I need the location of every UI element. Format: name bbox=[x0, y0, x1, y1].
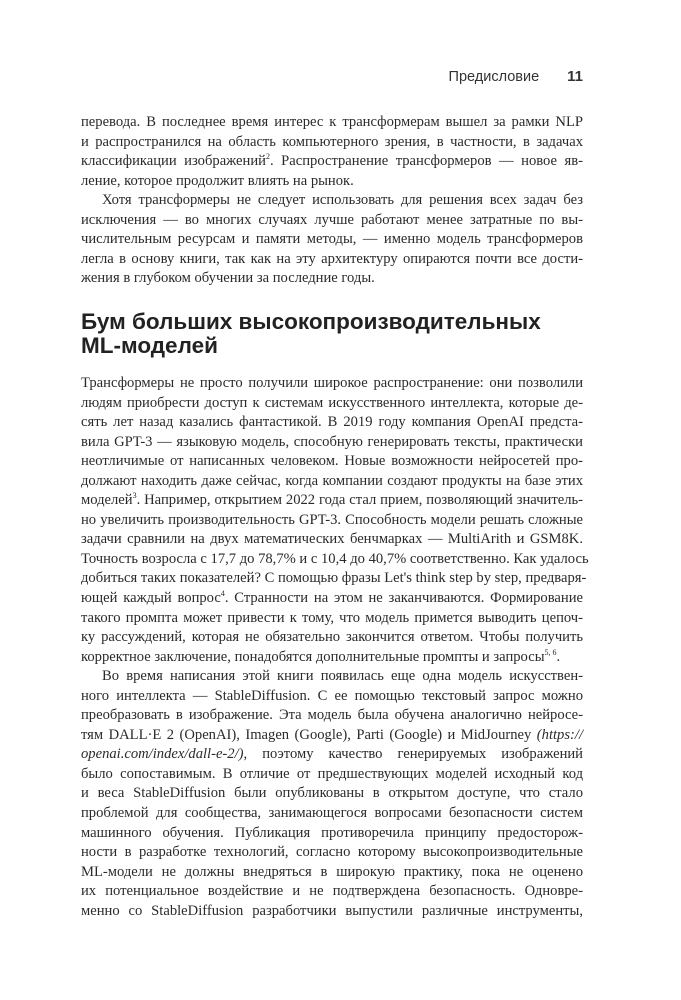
text-line bbox=[81, 784, 583, 804]
text-span: преобразовать в изображение. Эта модель была обучена аналогично нейросе- bbox=[81, 707, 583, 724]
text-line bbox=[81, 550, 589, 570]
footnote-ref: 3 bbox=[132, 491, 137, 501]
text-span: задачи сравнили на двух математических бенчмарках — MultiArith и GSM8K. bbox=[81, 531, 583, 548]
text-span: ности в разработке технологий, согласно которому высокопроизводительные bbox=[81, 844, 583, 861]
text-line bbox=[81, 230, 583, 250]
text-line bbox=[81, 882, 583, 902]
text-span: вила GPT-3 — языковую модель, способную генерировать тексты, практически bbox=[81, 433, 583, 450]
text-span: . Странности на этом не заканчиваются. Формирование bbox=[224, 590, 583, 607]
text-span: сять лет назад казались фантастикой. В 2019 году компания OpenAI предста- bbox=[81, 414, 583, 431]
text-line bbox=[81, 413, 583, 433]
text-line bbox=[81, 628, 583, 648]
text-span: и веса StableDiffusion были опубликованы в открытом доступе, что стало bbox=[81, 785, 583, 802]
text-block-section bbox=[81, 374, 589, 921]
text-span: числительным ресурсам и памяти методы, — именно модель трансформеров bbox=[81, 231, 583, 248]
text-line bbox=[81, 133, 583, 153]
text-span: ML-модели не должны внедряться в широкую практику, пока не оценено bbox=[81, 863, 583, 880]
heading-line: ML-моделей bbox=[81, 333, 218, 358]
text-line bbox=[81, 172, 583, 192]
text-line bbox=[81, 726, 583, 746]
text-span: людям приобрести доступ к системам искусственного интеллекта, которые де- bbox=[81, 394, 583, 411]
text-line bbox=[81, 902, 583, 922]
text-line bbox=[81, 452, 583, 472]
text-line bbox=[81, 152, 583, 172]
text-span: ку рассуждений, которая не обязательно закончится ответом. Чтобы получить bbox=[81, 629, 583, 646]
text-line bbox=[81, 745, 583, 765]
text-span: Трансформеры не просто получили широкое распространение: они позволили bbox=[81, 375, 583, 391]
footnote-ref: 2 bbox=[265, 152, 270, 162]
text-line bbox=[81, 824, 583, 844]
text-line bbox=[81, 269, 583, 289]
text-span: менно со StableDiffusion разработчики выпустили различные инструменты, bbox=[81, 902, 583, 919]
text-span: Точность возросла с 17,7 до 78,7% и с 10,4 до 40,7% соответственно. Как удалось bbox=[81, 550, 589, 567]
text-span: . bbox=[556, 648, 561, 665]
text-span: Хотя трансформеры не следует использовать для решения всех задач без bbox=[102, 192, 583, 209]
text-span: проблемой для сообщества, занимающегося вопросами безопасности систем bbox=[81, 805, 583, 822]
text-line bbox=[81, 191, 583, 211]
footnote-ref: 4 bbox=[220, 589, 225, 599]
text-block-intro bbox=[81, 113, 583, 289]
text-span: тям DALL·E 2 (OpenAI), Imagen (Google), Parti (Google) и MidJourney bbox=[81, 726, 537, 743]
text-span: классификации изображений bbox=[81, 153, 266, 170]
text-line bbox=[81, 609, 583, 629]
text-line bbox=[81, 648, 583, 668]
text-span: машинного обучения. Публикация противоречила принципу предосторож- bbox=[81, 824, 583, 841]
url-text: openai.com/index/dall-e-2/) bbox=[81, 746, 244, 763]
url-text: (https:// bbox=[536, 726, 583, 743]
section-title: Предисловие bbox=[448, 69, 540, 85]
text-line bbox=[81, 667, 583, 687]
text-span: их потенциальное воздействие и не подтверждена безопасность. Одновре- bbox=[81, 883, 583, 900]
text-span: моделей bbox=[81, 492, 133, 509]
footnote-ref: 5, 6 bbox=[544, 647, 557, 657]
text-line bbox=[81, 394, 583, 414]
text-span: и распространился на область компьютерного зрения, в частности, в задачах bbox=[81, 133, 583, 150]
heading-line: Бум больших высокопроизводительных bbox=[81, 309, 541, 334]
text-line bbox=[81, 511, 583, 531]
text-span: добиться таких показателей? С помощью фразы Let's think step by step, предваря- bbox=[81, 570, 587, 587]
text-span: ющей каждый вопрос bbox=[81, 590, 221, 607]
text-line bbox=[81, 687, 583, 707]
text-span: . Распространение трансформеров — новое яв- bbox=[269, 153, 583, 170]
text-span: корректное заключение, понадобятся дополнительные промпты и запросы bbox=[81, 648, 545, 665]
text-line bbox=[81, 804, 583, 824]
text-line bbox=[81, 863, 583, 883]
text-span: перевода. В последнее время интерес к трансформерам вышел за рамки NLP bbox=[81, 114, 583, 130]
text-line bbox=[81, 472, 583, 492]
text-line bbox=[81, 211, 583, 231]
text-span: исключения — во многих случаях лучше работают менее затратные по вы- bbox=[81, 211, 583, 228]
page-number: 11 bbox=[567, 68, 583, 85]
text-line bbox=[81, 765, 583, 785]
text-line bbox=[81, 706, 583, 726]
section-heading bbox=[81, 310, 601, 358]
text-span: такого промпта может привести к тому, что модель примется выводить цепоч- bbox=[81, 609, 583, 626]
text-span: но увеличить производительность GPT-3. Способность модели решать сложные bbox=[81, 511, 583, 528]
text-span: было сопоставимым. В отличие от предшествующих моделей исходный код bbox=[81, 765, 583, 782]
text-span: , поэтому качество генерируемых изображений bbox=[243, 746, 583, 763]
text-span: жения в глубоком обучении за последние годы. bbox=[81, 270, 375, 287]
text-line bbox=[81, 589, 583, 609]
text-span: ление, которое продолжит влиять на рынок. bbox=[81, 172, 354, 189]
text-span: ного интеллекта — StableDiffusion. С ее помощью текстовый запрос можно bbox=[81, 687, 583, 704]
text-span: легла в основу книги, так как на эту архитектуру опираются почти все дости- bbox=[81, 250, 583, 267]
text-line bbox=[81, 113, 583, 133]
text-line bbox=[81, 433, 583, 453]
text-span: неотличимые от написанных человеком. Новые возможности нейросетей про- bbox=[81, 453, 583, 470]
text-line bbox=[81, 491, 583, 511]
running-header bbox=[449, 68, 583, 85]
text-line bbox=[81, 569, 587, 589]
text-line bbox=[81, 843, 583, 863]
text-span: должают находить даже сейчас, когда компании создают продукты на базе этих bbox=[81, 472, 583, 489]
text-span: . Например, открытием 2022 года стал прием, позволяющий значитель- bbox=[136, 492, 583, 509]
text-line bbox=[81, 250, 583, 270]
text-line bbox=[81, 530, 583, 550]
text-span: Во время написания этой книги появилась еще одна модель искусствен- bbox=[102, 668, 583, 685]
text-line bbox=[81, 374, 583, 394]
